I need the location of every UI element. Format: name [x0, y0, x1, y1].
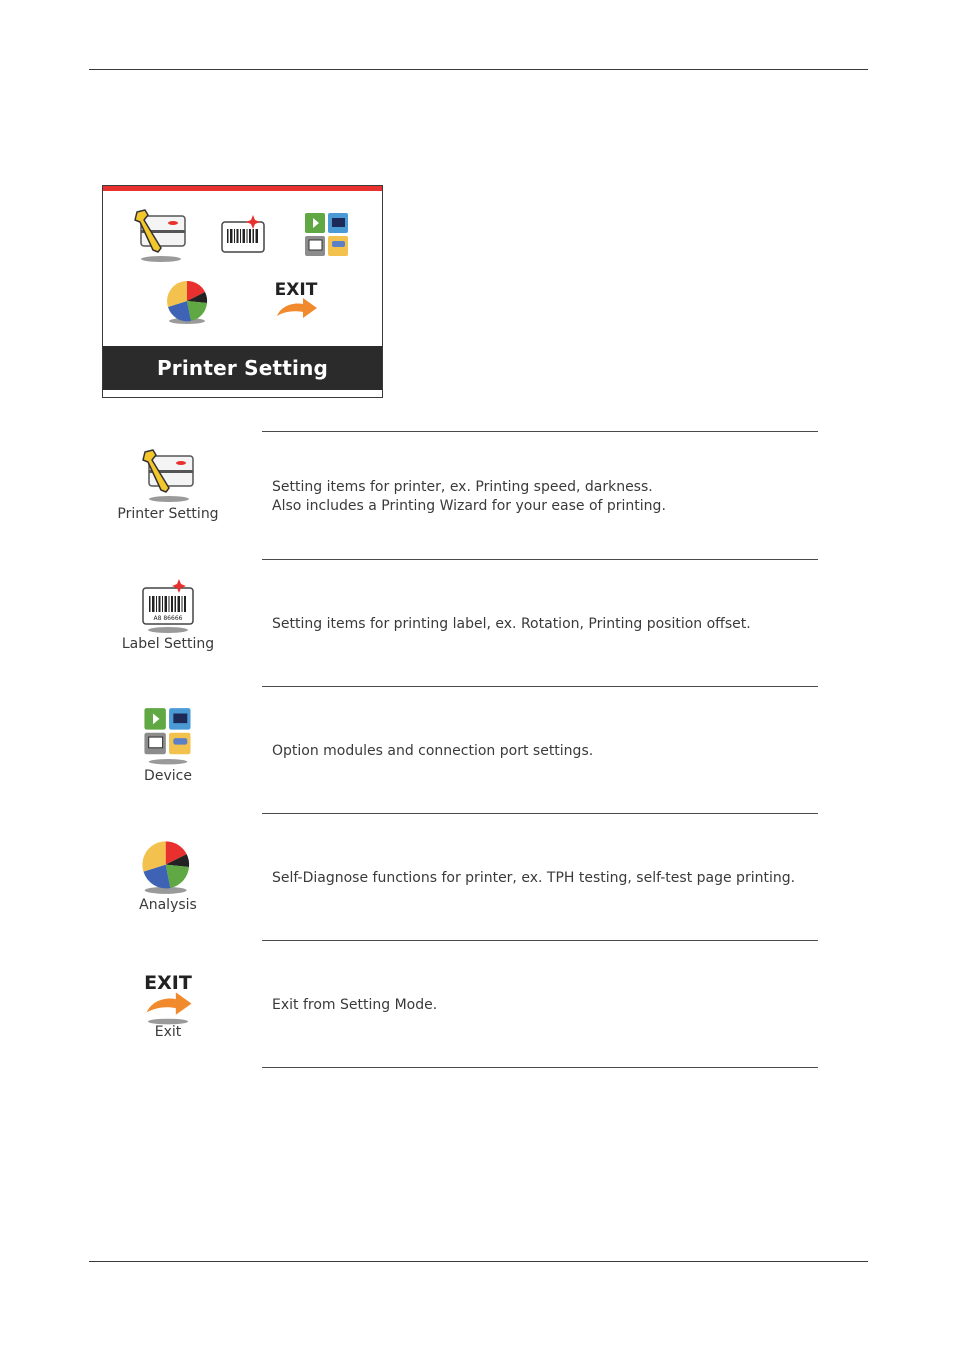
description-line: Self-Diagnose functions for printer, ex. TPH testing, self-test page printing.: [272, 870, 796, 886]
table-rule: [262, 1067, 818, 1068]
row-label: Label Setting: [121, 636, 215, 652]
exit-icon-text: EXIT: [274, 280, 318, 300]
table-row-analysis: [108, 839, 228, 913]
description-line: Option modules and connection port settings.: [272, 743, 594, 759]
row-description: [272, 996, 812, 1015]
table-row-printer-setting: [108, 446, 228, 522]
wrench-icon: [131, 206, 189, 264]
screen-accent-bar: [103, 186, 382, 191]
table-row-label-setting: [108, 578, 228, 652]
pie-chart-icon: [165, 279, 213, 325]
lcd-screen-preview: [102, 185, 383, 398]
screen-title: Printer Setting: [103, 346, 382, 390]
barcode-label-icon: [219, 214, 267, 256]
table-rule: [262, 431, 818, 432]
row-label: Printer Setting: [117, 506, 219, 522]
barcode-label-icon: [139, 578, 197, 634]
description-line: Also includes a Printing Wizard for your ease of printing.: [272, 498, 666, 514]
description-line: Setting items for printing label, ex. Rotation, Printing position offset.: [272, 616, 751, 632]
exit-icon: [271, 278, 321, 324]
exit-icon-text: EXIT: [144, 972, 192, 995]
row-label: Analysis: [139, 897, 197, 913]
header-rule: [89, 69, 868, 70]
table-row-exit: [108, 970, 228, 1040]
row-description: [272, 869, 812, 888]
pie-chart-icon: [140, 839, 196, 895]
table-rule: [262, 813, 818, 814]
row-label: Device: [144, 768, 192, 784]
barcode-text: A8 86666: [153, 615, 183, 622]
table-rule: [262, 559, 818, 560]
description-line: Exit from Setting Mode.: [272, 997, 438, 1013]
row-description: [272, 478, 812, 516]
wrench-icon: [138, 446, 198, 504]
description-line: Setting items for printer, ex. Printing speed, darkness.: [272, 479, 653, 495]
exit-icon: [140, 970, 196, 1026]
row-label: Exit: [154, 1024, 182, 1040]
device-icon: [303, 211, 351, 259]
device-icon: [142, 706, 194, 766]
row-description: [272, 615, 812, 634]
footer-rule: [89, 1261, 868, 1262]
row-description: [272, 742, 812, 761]
table-rule: [262, 686, 818, 687]
table-row-device: [108, 706, 228, 784]
table-rule: [262, 940, 818, 941]
